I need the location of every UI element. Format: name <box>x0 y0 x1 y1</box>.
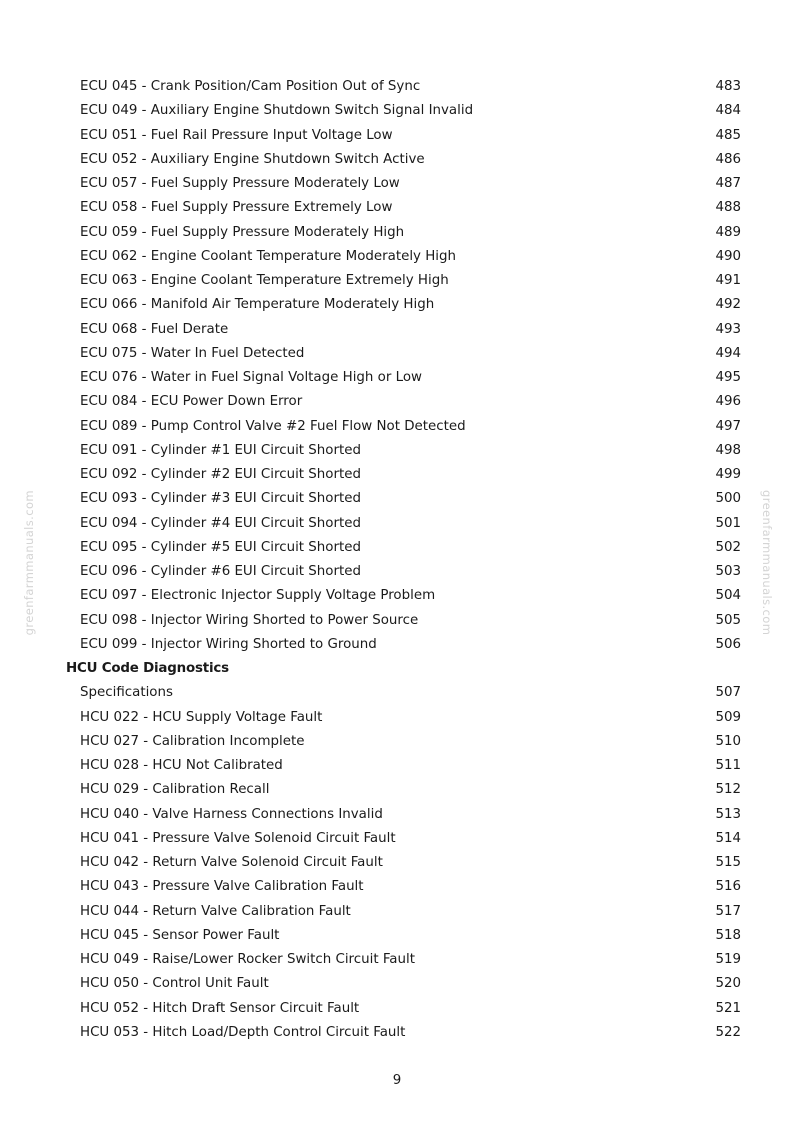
toc-entry-page-number: 486 <box>715 151 741 167</box>
toc-entry-page-number: 513 <box>715 806 741 822</box>
toc-entry-title: ECU 099 - Injector Wiring Shorted to Ground <box>80 636 377 652</box>
toc-entry[interactable] <box>0 99 794 123</box>
toc-entry-page-number: 493 <box>715 321 741 337</box>
toc-entry-title: ECU 057 - Fuel Supply Pressure Moderately Low <box>80 176 400 191</box>
toc-entry[interactable] <box>0 948 794 972</box>
toc-entry[interactable] <box>0 512 794 536</box>
toc-entry-title: HCU 027 - Calibration Incomplete <box>80 733 305 749</box>
toc-entry-page-number: 510 <box>715 733 741 749</box>
toc-entry-page-number: 516 <box>715 879 741 895</box>
toc-entry-title: ECU 052 - Auxiliary Engine Shutdown Switch Active <box>80 151 425 167</box>
toc-entry[interactable] <box>0 827 794 851</box>
toc-entry-title: ECU 076 - Water in Fuel Signal Voltage High or Low <box>80 370 422 385</box>
toc-entry-title: ECU 062 - Engine Coolant Temperature Moderately High <box>80 248 457 264</box>
toc-entry[interactable] <box>0 706 794 730</box>
toc-entry[interactable] <box>0 415 794 439</box>
toc-entry[interactable] <box>0 924 794 948</box>
toc-entry-title: ECU 049 - Auxiliary Engine Shutdown Switch Signal Invalid <box>80 103 474 119</box>
toc-entry-title: ECU 092 - Cylinder #2 EUI Circuit Shorted <box>80 467 361 482</box>
toc-entry-page-number: 509 <box>715 709 741 725</box>
toc-entry-page-number: 514 <box>715 830 741 846</box>
toc-entry-page-number: 495 <box>715 370 741 385</box>
toc-entry-title: ECU 095 - Cylinder #5 EUI Circuit Shorted <box>80 539 361 555</box>
toc-entry-page-number: 520 <box>715 976 741 992</box>
toc-entry-page-number: 485 <box>715 127 741 143</box>
toc-entry-page-number: 521 <box>715 1000 741 1016</box>
toc-entry[interactable] <box>0 754 794 778</box>
toc-entry-title: ECU 075 - Water In Fuel Detected <box>80 345 305 361</box>
toc-entry-title: HCU 050 - Control Unit Fault <box>80 976 269 992</box>
toc-entry-page-number: 515 <box>715 855 741 870</box>
toc-entry[interactable] <box>0 75 794 99</box>
toc-entry-title: ECU 089 - Pump Control Valve #2 Fuel Flow Not Detected <box>80 418 466 434</box>
toc-entry-title: HCU 041 - Pressure Valve Solenoid Circuit Fault <box>80 830 396 846</box>
table-of-contents <box>0 75 794 1045</box>
toc-entry-title: ECU 058 - Fuel Supply Pressure Extremely Low <box>80 200 393 216</box>
toc-entry-title: ECU 059 - Fuel Supply Pressure Moderately High <box>80 224 405 240</box>
toc-entry-page-number: 496 <box>715 394 741 410</box>
toc-entry-page-number: 501 <box>715 515 741 531</box>
toc-entry-title: ECU 093 - Cylinder #3 EUI Circuit Shorted <box>80 491 361 507</box>
toc-entry-title: HCU 044 - Return Valve Calibration Fault <box>80 903 351 919</box>
page-number: 9 <box>392 1073 402 1088</box>
toc-entry-title: HCU 043 - Pressure Valve Calibration Fault <box>80 879 364 895</box>
toc-entry[interactable] <box>0 803 794 827</box>
toc-entry-title: HCU 045 - Sensor Power Fault <box>80 927 280 943</box>
toc-entry[interactable] <box>0 633 794 657</box>
toc-entry-page-number: 504 <box>715 588 741 604</box>
toc-entry-title: ECU 097 - Electronic Injector Supply Voltage Problem <box>80 588 436 604</box>
ecu-entries-list <box>0 75 794 657</box>
toc-entry-title: HCU 049 - Raise/Lower Rocker Switch Circuit Fault <box>80 952 415 967</box>
toc-section-heading[interactable] <box>0 657 794 681</box>
toc-entry-page-number: 502 <box>715 539 741 555</box>
toc-entry[interactable] <box>0 609 794 633</box>
toc-entry-page-number: 507 <box>715 685 741 701</box>
toc-entry-title: HCU 040 - Valve Harness Connections Invalid <box>80 806 383 822</box>
toc-entry[interactable] <box>0 463 794 487</box>
toc-entry-page-number: 487 <box>715 176 741 191</box>
toc-entry-title: ECU 091 - Cylinder #1 EUI Circuit Shorted <box>80 442 361 458</box>
toc-entry-page-number: 503 <box>715 564 741 579</box>
toc-entry-title: ECU 066 - Manifold Air Temperature Moderately High <box>80 297 435 313</box>
toc-entry-title: Specifications <box>80 685 173 701</box>
toc-entry[interactable] <box>0 900 794 924</box>
toc-entry[interactable] <box>0 342 794 366</box>
toc-entry-page-number: 511 <box>715 758 741 773</box>
toc-entry[interactable] <box>0 318 794 342</box>
toc-heading-title: HCU Code Diagnostics <box>66 661 229 676</box>
toc-entry[interactable] <box>0 196 794 220</box>
toc-entry[interactable] <box>0 293 794 317</box>
toc-entry-page-number: 490 <box>715 248 741 264</box>
watermark-right: greenfarmmanuals.com <box>760 490 774 636</box>
toc-entry-page-number: 492 <box>715 297 741 313</box>
toc-entry-title: ECU 068 - Fuel Derate <box>80 321 229 337</box>
toc-entry-title: ECU 063 - Engine Coolant Temperature Extremely High <box>80 273 449 288</box>
toc-entry-title: HCU 053 - Hitch Load/Depth Control Circuit Fault <box>80 1024 406 1040</box>
toc-entry-title: ECU 094 - Cylinder #4 EUI Circuit Shorted <box>80 515 361 531</box>
toc-entry-page-number: 517 <box>715 903 741 919</box>
toc-entry-title: ECU 098 - Injector Wiring Shorted to Power Source <box>80 612 419 628</box>
toc-entry-title: ECU 045 - Crank Position/Cam Position Out of Sync <box>80 79 421 94</box>
toc-entry[interactable] <box>0 730 794 754</box>
toc-entry-title: ECU 096 - Cylinder #6 EUI Circuit Shorted <box>80 564 361 579</box>
toc-entry[interactable] <box>0 778 794 802</box>
toc-entry-page-number: 484 <box>715 103 741 119</box>
toc-entry-page-number: 506 <box>715 636 741 652</box>
toc-entry[interactable] <box>0 560 794 584</box>
toc-entry[interactable] <box>0 172 794 196</box>
toc-entry-title: HCU 042 - Return Valve Solenoid Circuit Fault <box>80 855 383 870</box>
hcu-entries-list <box>0 681 794 1045</box>
toc-entry[interactable] <box>0 875 794 899</box>
toc-entry-page-number: 512 <box>715 782 741 798</box>
toc-entry[interactable] <box>0 124 794 148</box>
toc-entry-page-number: 489 <box>715 224 741 240</box>
watermark-left: greenfarmmanuals.com <box>22 490 36 636</box>
toc-entry-page-number: 518 <box>715 927 741 943</box>
toc-entry-page-number: 522 <box>715 1024 741 1040</box>
toc-entry-page-number: 494 <box>715 345 741 361</box>
toc-entry-title: HCU 028 - HCU Not Calibrated <box>80 758 283 773</box>
toc-entry-title: HCU 022 - HCU Supply Voltage Fault <box>80 709 323 725</box>
toc-entry-page-number: 483 <box>715 79 741 94</box>
toc-entry-page-number: 497 <box>715 418 741 434</box>
toc-entry[interactable] <box>0 584 794 608</box>
toc-entry[interactable] <box>0 1021 794 1045</box>
toc-entry[interactable] <box>0 221 794 245</box>
toc-entry[interactable] <box>0 851 794 875</box>
toc-entry-page-number: 498 <box>715 442 741 458</box>
toc-entry[interactable] <box>0 487 794 511</box>
toc-entry[interactable] <box>0 972 794 996</box>
toc-entry[interactable] <box>0 366 794 390</box>
toc-entry-page-number: 499 <box>715 467 741 482</box>
toc-entry-title: HCU 029 - Calibration Recall <box>80 782 270 798</box>
toc-entry-page-number: 505 <box>715 612 741 628</box>
toc-entry-page-number: 500 <box>715 491 741 507</box>
toc-entry-page-number: 491 <box>715 273 741 288</box>
toc-entry-title: ECU 051 - Fuel Rail Pressure Input Voltage Low <box>80 127 393 143</box>
toc-entry[interactable] <box>0 269 794 293</box>
toc-entry-page-number: 488 <box>715 200 741 216</box>
toc-entry[interactable] <box>0 681 794 705</box>
toc-entry-title: HCU 052 - Hitch Draft Sensor Circuit Fault <box>80 1000 360 1016</box>
toc-entry[interactable] <box>0 390 794 414</box>
toc-entry-page-number: 519 <box>715 952 741 967</box>
toc-entry-title: ECU 084 - ECU Power Down Error <box>80 394 303 410</box>
toc-entry[interactable] <box>0 997 794 1021</box>
toc-entry[interactable] <box>0 536 794 560</box>
toc-entry[interactable] <box>0 148 794 172</box>
toc-entry[interactable] <box>0 245 794 269</box>
toc-entry[interactable] <box>0 439 794 463</box>
